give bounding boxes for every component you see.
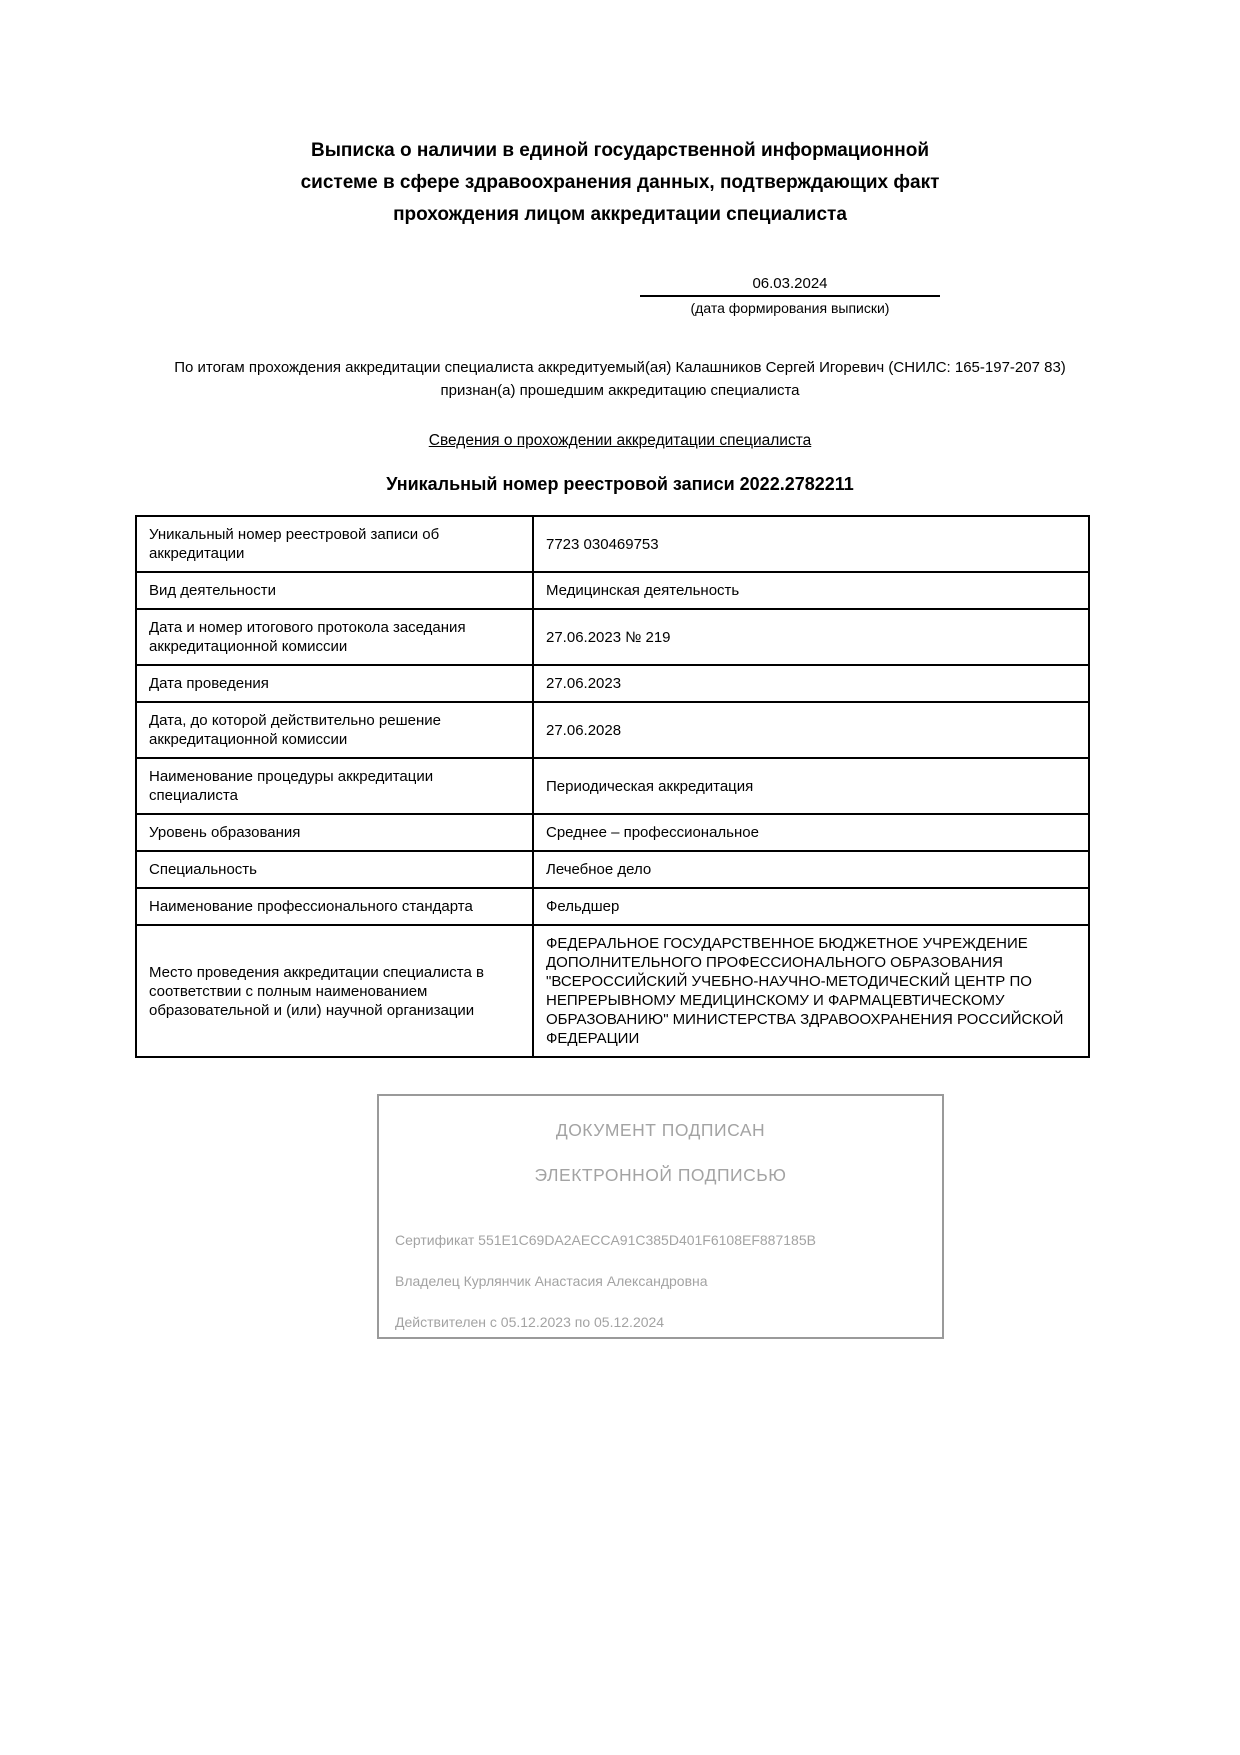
- table-row: [136, 516, 1089, 572]
- accreditation-table: [135, 515, 1090, 1058]
- row-value: Среднее – профессиональное: [533, 814, 1089, 851]
- signature-certificate: Сертификат 551E1C69DA2AECCA91C385D401F6108EF887185B: [395, 1232, 816, 1248]
- row-label: Наименование процедуры аккредитации специалиста: [136, 758, 533, 814]
- table-row: [136, 758, 1089, 814]
- signature-title-line-1: ДОКУМЕНТ ПОДПИСАН: [555, 1120, 766, 1140]
- table-row: [136, 702, 1089, 758]
- table-row: [136, 665, 1089, 702]
- row-label: Дата и номер итогового протокола заседания аккредитационной комиссии: [136, 609, 533, 665]
- table-row: [136, 814, 1089, 851]
- row-value: Медицинская деятельность: [533, 572, 1089, 609]
- row-value: ФЕДЕРАЛЬНОЕ ГОСУДАРСТВЕННОЕ БЮДЖЕТНОЕ УЧРЕЖДЕНИЕ ДОПОЛНИТЕЛЬНОГО ПРОФЕССИОНАЛЬНОГО ОБРАЗОВАНИЯ "ВСЕРОССИЙСКИЙ УЧЕБНО-НАУЧНО-МЕТОДИЧЕСКИЙ ЦЕНТР ПО НЕПРЕРЫВНОМУ МЕДИЦИНСКОМУ И ФАРМАЦЕВТИЧЕСКОМУ ОБРАЗОВАНИЮ" МИНИСТЕРСТВА ЗДРАВООХРАНЕНИЯ РОССИЙСКОЙ ФЕДЕРАЦИИ: [533, 925, 1089, 1057]
- electronic-signature-stamp: [377, 1094, 944, 1339]
- row-value: 27.06.2028: [533, 702, 1089, 758]
- row-value: Периодическая аккредитация: [533, 758, 1089, 814]
- signature-details: [379, 1232, 942, 1330]
- table-row: [136, 609, 1089, 665]
- row-value: Лечебное дело: [533, 851, 1089, 888]
- row-label: Специальность: [136, 851, 533, 888]
- row-label: Вид деятельности: [136, 572, 533, 609]
- row-label: Уровень образования: [136, 814, 533, 851]
- row-label: Место проведения аккредитации специалиста в соответствии с полным наименованием образовательной и (или) научной организации: [136, 925, 533, 1057]
- row-value: 27.06.2023: [533, 665, 1089, 702]
- intro-line-1: По итогам прохождения аккредитации специалиста аккредитуемый(ая) Калашников Сергей Игоревич (СНИЛС: 165-197-207 83): [174, 359, 1066, 376]
- table-row: [136, 851, 1089, 888]
- table-row: [136, 925, 1089, 1057]
- row-label: Уникальный номер реестровой записи об аккредитации: [136, 516, 533, 572]
- signature-validity: Действителен с 05.12.2023 по 05.12.2024: [395, 1314, 665, 1330]
- document-title-line-2: системе в сфере здравоохранения данных, подтверждающих факт: [300, 172, 940, 193]
- formation-date-caption: (дата формирования выписки): [690, 300, 890, 316]
- document-title: [0, 0, 1240, 231]
- row-value: 27.06.2023 № 219: [533, 609, 1089, 665]
- record-number-heading: Уникальный номер реестровой записи 2022.2782211: [386, 474, 854, 494]
- row-label: Наименование профессионального стандарта: [136, 888, 533, 925]
- formation-date: 06.03.2024: [640, 275, 940, 297]
- row-label: Дата, до которой действительно решение аккредитационной комиссии: [136, 702, 533, 758]
- section-heading: Сведения о прохождении аккредитации специалиста: [428, 432, 812, 449]
- signature-title-line-2: ЭЛЕКТРОННОЙ ПОДПИСЬЮ: [534, 1165, 787, 1185]
- intro-paragraph: [0, 356, 1240, 402]
- signature-owner: Владелец Курлянчик Анастасия Александровна: [395, 1273, 708, 1289]
- table-row: [136, 888, 1089, 925]
- document-title-line-3: прохождения лицом аккредитации специалиста: [393, 204, 847, 225]
- formation-date-block: [640, 275, 940, 316]
- document-title-line-1: Выписка о наличии в единой государственной информационной: [310, 140, 930, 161]
- table-row: [136, 572, 1089, 609]
- intro-line-2: признан(а) прошедшим аккредитацию специалиста: [440, 382, 800, 399]
- row-label: Дата проведения: [136, 665, 533, 702]
- row-value: 7723 030469753: [533, 516, 1089, 572]
- row-value: Фельдшер: [533, 888, 1089, 925]
